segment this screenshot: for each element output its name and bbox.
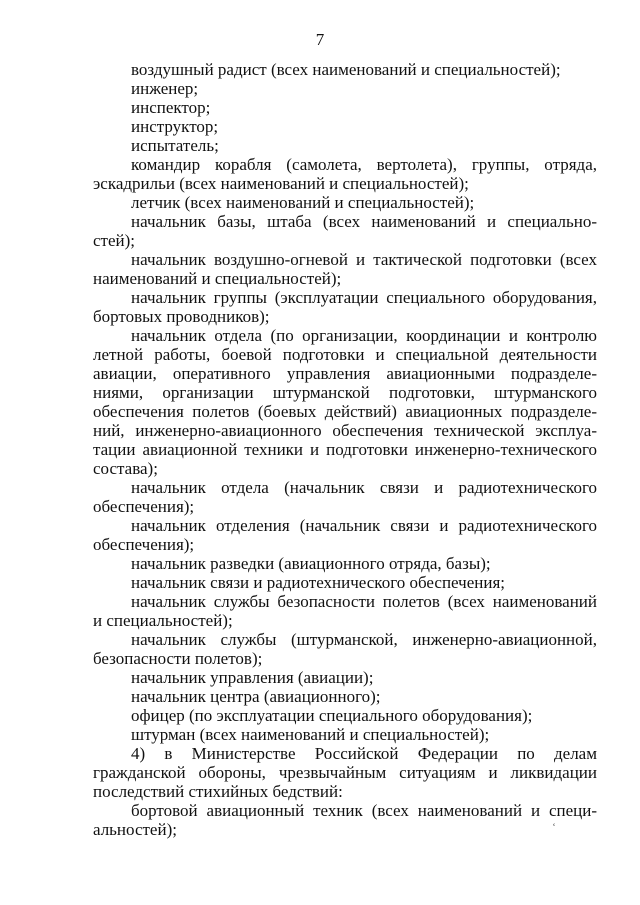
text-line: обеспечения); [93,535,195,554]
text-line: ний, инженерно-авиационного обеспечения технической эксплуа- [93,421,597,440]
text-line: стей); [93,231,136,250]
text-line: обеспечения); [93,497,195,516]
text-line: начальник разведки (авиационного отряда, базы); [131,554,491,573]
text-line: инструктор; [131,117,219,136]
text-line: эскадрильи (всех наименований и специальностей); [93,174,469,193]
text-line: начальник связи и радиотехнического обеспечения; [131,573,505,592]
text-line: начальник центра (авиационного); [131,687,381,706]
text-line: инспектор; [131,98,211,117]
text-line: обеспечения полетов (боевых действий) авиационных подразделе- [93,402,597,421]
text-line: начальник службы (штурманской, инженерно-авиационной, [131,630,597,649]
text-line: состава); [93,459,158,478]
text-line: авиации, оперативного управления авиационными подразделе- [93,364,597,383]
text-line: наименований и специальностей); [93,269,342,288]
text-line: начальник отдела (начальник связи и радиотехнического [131,478,597,497]
text-line: испытатель; [131,136,219,155]
text-line: начальник отдела (по организации, координации и контролю [131,326,597,345]
text-line: гражданской обороны, чрезвычайным ситуациям и ликвидации [93,763,597,782]
text-line: командир корабля (самолета, вертолета), группы, отряда, [131,155,597,174]
text-line: бортовых проводников); [93,307,270,326]
page-number: 7 [315,30,325,49]
document-body [93,60,597,839]
text-line: штурман (всех наименований и специальностей); [131,725,490,744]
text-line: тации авиационной техники и подготовки инженерно-технического [93,440,597,459]
text-line: начальник группы (эксплуатации специального оборудования, [131,288,597,307]
text-line: воздушный радист (всех наименований и специальностей); [131,60,561,79]
text-line: начальник отделения (начальник связи и радиотехнического [131,516,597,535]
text-line: офицер (по эксплуатации специального оборудования); [131,706,533,725]
text-line: начальник базы, штаба (всех наименований и специально- [131,212,597,231]
margin-mark: ʿ [552,821,556,835]
text-line: последствий стихийных бедствий: [93,782,343,801]
text-line: альностей); [93,820,177,839]
text-line: начальник воздушно-огневой и тактической подготовки (всех [131,250,597,269]
text-line: безопасности полетов); [93,649,263,668]
text-line: летчик (всех наименований и специальностей); [131,193,475,212]
text-line: инженер; [131,79,199,98]
text-line: 4) в Министерстве Российской Федерации по делам [131,744,597,763]
text-line: бортовой авиационный техник (всех наименований и специ- [131,801,597,820]
text-line: и специальностей); [93,611,233,630]
text-line: начальник управления (авиации); [131,668,374,687]
text-line: летной работы, боевой подготовки и специальной деятельности [93,345,597,364]
text-line: ниями, организации штурманской подготовки, штурманского [93,383,597,402]
text-line: начальник службы безопасности полетов (всех наименований [131,592,597,611]
